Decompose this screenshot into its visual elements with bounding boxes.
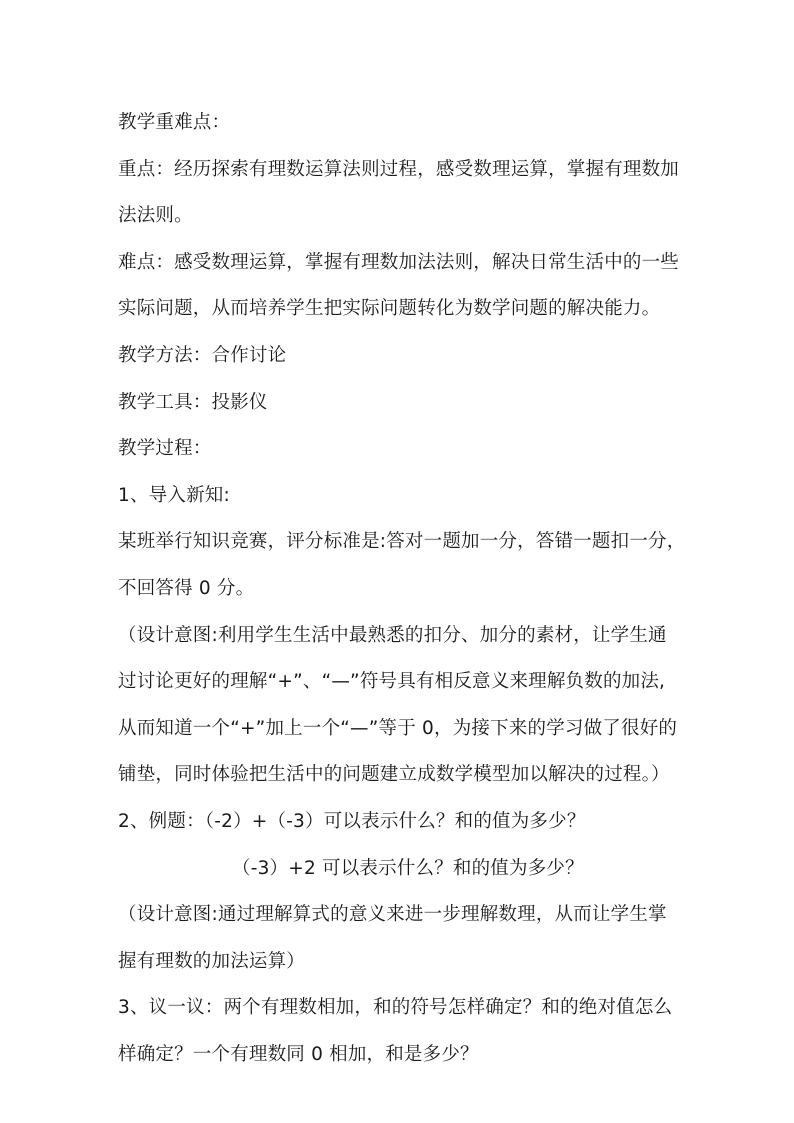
teaching-method: 教学方法：合作讨论 bbox=[118, 344, 287, 366]
teaching-tools: 教学工具：投影仪 bbox=[118, 391, 268, 413]
difficulty-line-1: 难点：感受数理运算，掌握有理数加法法则，解决日常生活中的一些 bbox=[118, 251, 680, 273]
step-1-text-line-1: 某班举行知识竞赛，评分标准是:答对一题加一分，答错一题扣一分， bbox=[118, 531, 686, 553]
design-intent-2-line-1: （设计意图:通过理解算式的意义来进一步理解数理，从而让学生掌 bbox=[118, 904, 667, 926]
design-intent-2-line-2: 握有理数的加法运算） bbox=[118, 950, 306, 972]
key-point-line-2: 法法则。 bbox=[118, 205, 193, 227]
step-1-text-line-2: 不回答得 0 分。 bbox=[118, 577, 255, 599]
design-intent-1-line-3: 从而知道一个“+”加上一个“—”等于 0，为接下来的学习做了很好的 bbox=[118, 717, 678, 739]
section-heading-process: 教学过程： bbox=[118, 438, 212, 460]
step-2-example-2: （-3）+2 可以表示什么？和的值为多少？ bbox=[232, 857, 584, 879]
difficulty-line-2: 实际问题，从而培养学生把实际问题转化为数学问题的解决能力。 bbox=[118, 298, 661, 320]
section-heading-key-points: 教学重难点： bbox=[118, 112, 231, 133]
design-intent-1-line-2: 过讨论更好的理解“+”、“—”符号具有相反意义来理解负数的加法, bbox=[118, 671, 666, 693]
step-2-example-1: 2、例题：（-2）+（-3）可以表示什么？和的值为多少？ bbox=[118, 810, 586, 832]
design-intent-1-line-1: （设计意图:利用学生生活中最熟悉的扣分、加分的素材，让学生通 bbox=[118, 624, 667, 646]
step-3-line-2: 样确定？一个有理数同 0 相加，和是多少？ bbox=[118, 1043, 479, 1065]
design-intent-1-line-4: 铺垫，同时体验把生活中的问题建立成数学模型加以解决的过程。） bbox=[118, 764, 670, 786]
step-3-line-1: 3、议一议：两个有理数相加，和的符号怎样确定？和的绝对值怎么 bbox=[118, 997, 673, 1019]
step-1-heading: 1、导入新知: bbox=[118, 484, 230, 506]
key-point-line-1: 重点：经历探索有理数运算法则过程，感受数理运算，掌握有理数加 bbox=[118, 158, 680, 180]
